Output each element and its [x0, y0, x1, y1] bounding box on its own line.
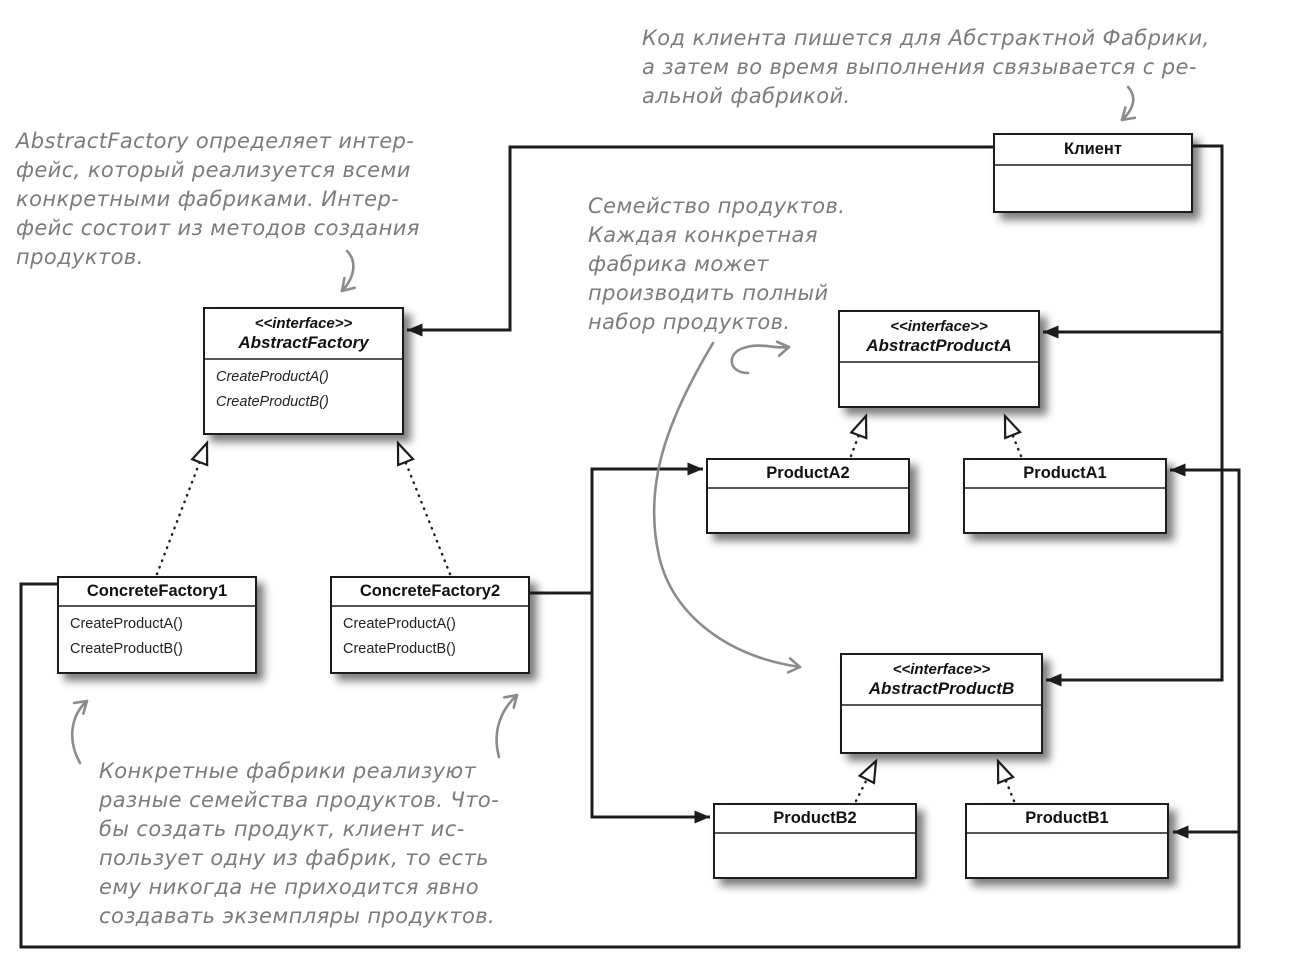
class-name: ProductA1: [1023, 464, 1107, 483]
arrow-factory2-to-producta2: [592, 469, 703, 593]
method: CreateProductB(): [70, 641, 183, 657]
class-name: ProductB2: [773, 809, 857, 828]
class-name: AbstractProductA: [866, 335, 1012, 355]
class-name: AbstractProductB: [868, 678, 1015, 698]
class-box-client: [993, 133, 1193, 213]
class-box-concretefactory1: [57, 576, 257, 674]
stereotype: <<interface>>: [892, 660, 991, 678]
method: CreateProductB(): [343, 641, 456, 657]
arrow-client-to-abstractproductb: [1046, 146, 1222, 680]
method: CreateProductA(): [70, 616, 183, 632]
arrow-factory2-to-productb2: [592, 593, 710, 817]
class-name: ProductB1: [1025, 809, 1109, 828]
class-body-empty: [708, 487, 908, 532]
class-name: ConcreteFactory1: [86, 582, 228, 601]
class-box-producta1: [963, 458, 1167, 534]
class-box-productb2: [713, 803, 917, 879]
implements-producta2-abstractproducta: [851, 416, 866, 456]
class-name: ProductA2: [766, 464, 850, 483]
class-body-empty: [967, 832, 1167, 877]
class-name: ConcreteFactory2: [359, 582, 501, 601]
implements-factory2-abstractfactory: [398, 443, 450, 574]
stereotype: <<interface>>: [890, 317, 988, 335]
method: CreateProductA(): [216, 369, 329, 385]
class-body-empty: [965, 487, 1165, 532]
note-abstract-factory: AbstractFactory определяет интер- фейс, который реализуется всеми конкретными фабриками. Интер- фейс состоит из методов создания продуктов.: [16, 129, 420, 269]
class-body-empty: [715, 832, 915, 877]
stereotype: <<interface>>: [254, 314, 353, 332]
note-client: Код клиента пишется для Абстрактной Фабрики, а затем во время выполнения связывается с ре- альной фабрикой.: [642, 26, 1210, 108]
implements-productb1-abstractproductb: [998, 761, 1014, 801]
class-name: Клиент: [1064, 140, 1122, 159]
class-body-empty: [995, 164, 1191, 211]
method: CreateProductB(): [216, 394, 329, 410]
note-product-family: Семейство продуктов. Каждая конкретная фабрика может производить полный набор продуктов.: [588, 194, 846, 334]
hand-arrow-to-factory2: [497, 695, 517, 757]
note-concrete-factories: Конкретные фабрики реализуют разные семейства продуктов. Что- бы создать продукт, клиент ис- пользует одну из фабрик, то есть ему никогда не приходится явно создавать экземпляры продуктов.: [99, 759, 500, 928]
method: CreateProductA(): [343, 616, 456, 632]
class-box-productb1: [965, 803, 1169, 879]
class-box-concretefactory2: [330, 576, 530, 674]
hand-arrow-to-abstractproducta: [732, 346, 789, 373]
class-box-abstractproductb: [840, 653, 1043, 754]
implements-factory1-abstractfactory: [157, 443, 207, 574]
class-body-empty: [840, 361, 1038, 406]
implements-productb2-abstractproductb: [856, 761, 876, 801]
hand-arrow-to-factory1: [72, 701, 87, 763]
class-box-abstractfactory: [203, 307, 404, 435]
class-body-empty: [842, 704, 1041, 752]
class-box-abstractproducta: [838, 310, 1040, 408]
class-box-producta2: [706, 458, 910, 534]
class-name: AbstractFactory: [238, 332, 369, 352]
implements-producta1-abstractproducta: [1005, 416, 1021, 456]
